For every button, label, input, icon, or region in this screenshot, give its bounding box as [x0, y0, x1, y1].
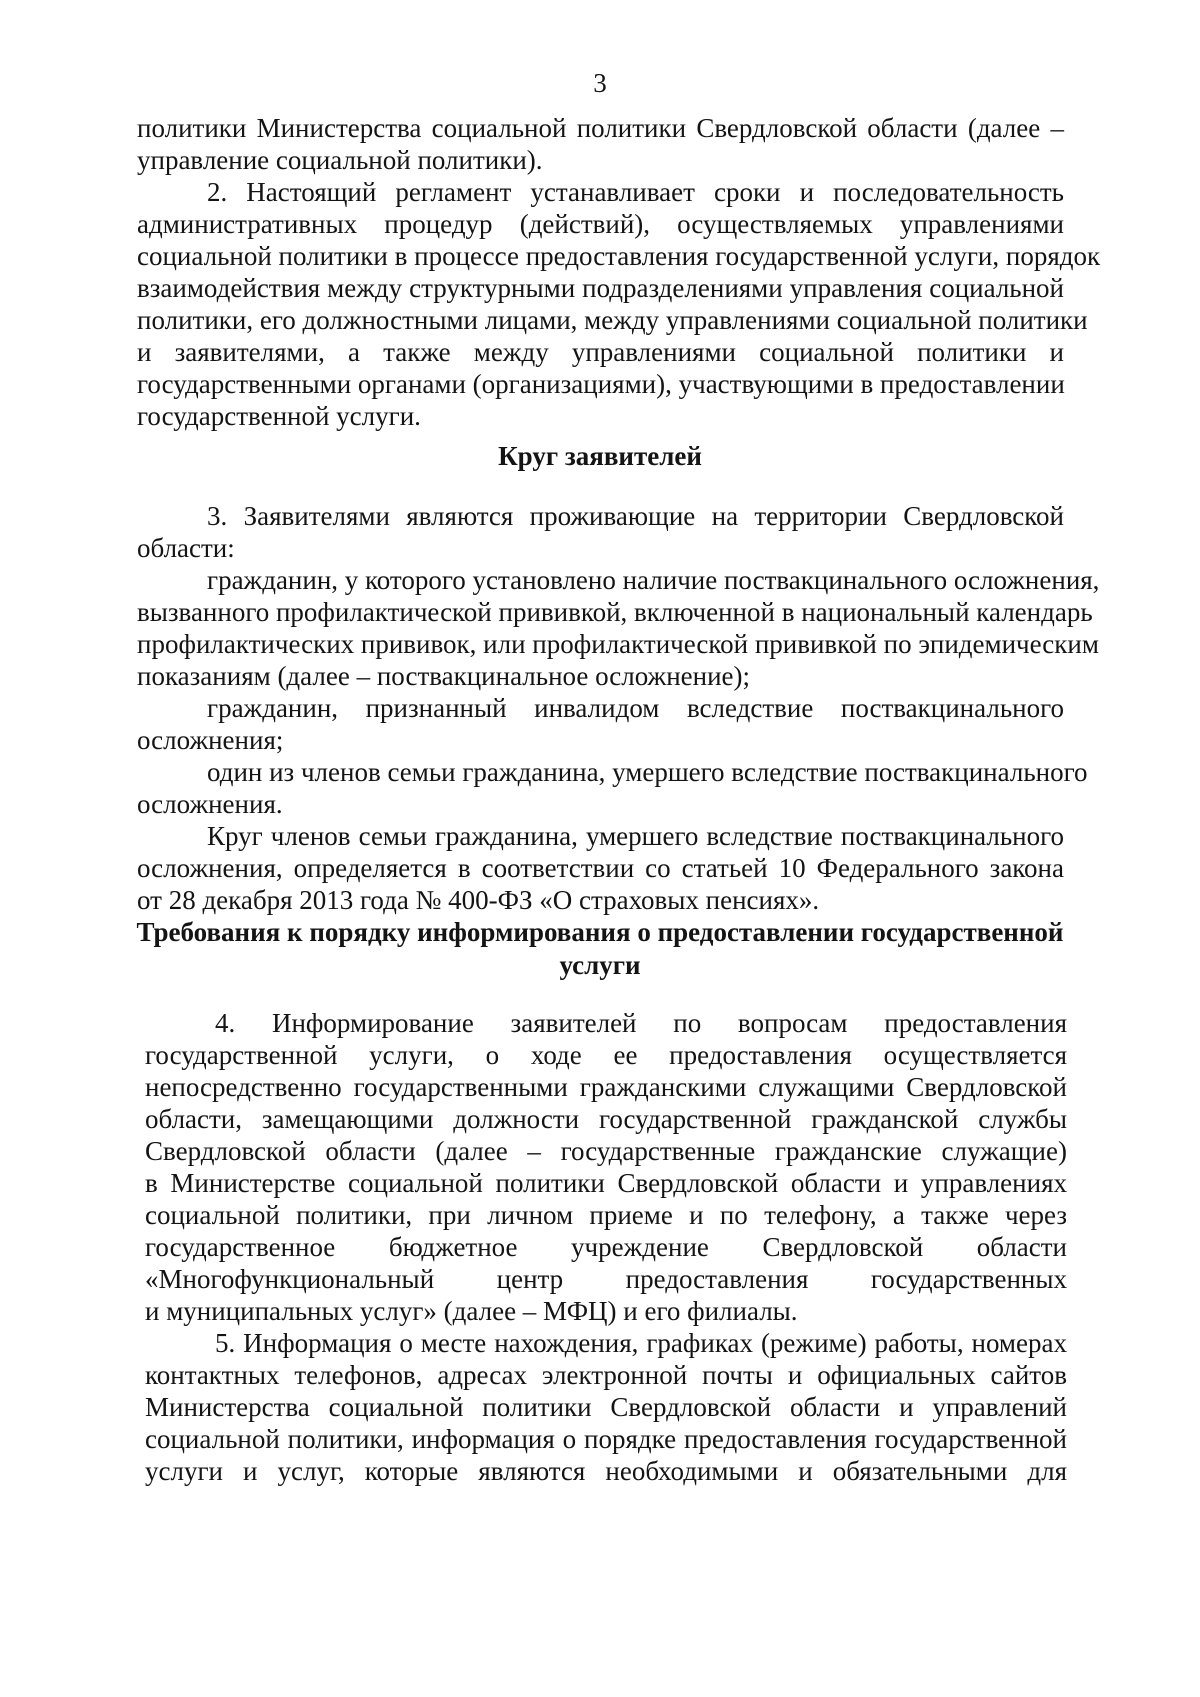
section-paragraphs-2: [137, 500, 1100, 916]
text-line: гражданин, признанный инвалидом вследствие поствакцинального: [207, 693, 1064, 723]
text-line: показаниям (далее – поствакцинальное осложнение);: [137, 661, 751, 691]
section-heading: [0, 916, 1200, 982]
heading-line: услуги: [559, 950, 641, 980]
text-line: осложнения.: [137, 789, 283, 819]
text-line: государственными органами (организациями), участвующими в предоставлении: [137, 369, 1065, 399]
section-paragraphs-3: [145, 1007, 1067, 1487]
text-line: вызванного профилактической прививкой, включенной в национальный календарь: [137, 597, 1093, 627]
text-line: административных процедур (действий), осуществляемых управлениями: [137, 209, 1064, 239]
text-line: Министерства социальной политики Свердловской области и управлений: [145, 1392, 1067, 1422]
text-line: взаимодействия между структурными подразделениями управления социальной: [137, 273, 1064, 303]
text-line: осложнения, определяется в соответствии со статьей 10 Федерального закона: [137, 853, 1064, 883]
text-line: осложнения;: [137, 725, 284, 755]
text-line: государственной услуги.: [137, 401, 421, 431]
text-line: государственное бюджетное учреждение Свердловской области: [145, 1232, 1067, 1262]
text-line: профилактических прививок, или профилактической прививкой по эпидемическим: [137, 629, 1099, 659]
text-line: социальной политики, информация о порядке предоставления государственной: [145, 1424, 1067, 1454]
text-line: от 28 декабря 2013 года № 400-ФЗ «О страховых пенсиях».: [137, 885, 820, 915]
text-line: и муниципальных услуг» (далее – МФЦ) и его филиалы.: [145, 1296, 798, 1326]
text-line: услуги и услуг, которые являются необходимыми и обязательными для: [145, 1456, 1067, 1486]
text-line: Свердловской области (далее – государственные гражданские служащие): [145, 1136, 1067, 1166]
text-line: 2. Настоящий регламент устанавливает сроки и последовательность: [207, 177, 1064, 207]
text-line: области:: [137, 533, 235, 563]
text-line: государственной услуги, о ходе ее предоставления осуществляется: [145, 1040, 1067, 1070]
text-line: контактных телефонов, адресах электронной почты и официальных сайтов: [145, 1360, 1067, 1390]
text-line: 3. Заявителями являются проживающие на территории Свердловской: [207, 501, 1064, 531]
heading-line: Требования к порядку информирования о предоставлении государственной: [136, 917, 1064, 947]
text-line: один из членов семьи гражданина, умершего вследствие поствакцинального: [207, 757, 1088, 787]
text-line: непосредственно государственными гражданскими служащими Свердловской: [145, 1072, 1067, 1102]
text-line: в Министерстве социальной политики Свердловской области и управлениях: [145, 1168, 1067, 1198]
section-paragraphs-1: [137, 112, 1101, 432]
text-line: социальной политики, при личном приеме и по телефону, а также через: [145, 1200, 1067, 1230]
section-heading: [0, 440, 1200, 473]
text-line: социальной политики в процессе предоставления государственной услуги, порядок: [137, 241, 1101, 271]
text-line: 4. Информирование заявителей по вопросам предоставления: [215, 1008, 1067, 1038]
page-number: 3: [593, 68, 607, 98]
text-line: области, замещающими должности государственной гражданской службы: [145, 1104, 1067, 1134]
text-line: гражданин, у которого установлено наличие поствакцинального осложнения,: [207, 565, 1100, 595]
text-line: Круг членов семьи гражданина, умершего вследствие поствакцинального: [207, 821, 1064, 851]
text-line: и заявителями, а также между управлениями социальной политики и: [137, 337, 1064, 367]
text-line: политики Министерства социальной политики Свердловской области (далее –: [137, 113, 1064, 143]
heading-line: Круг заявителей: [498, 441, 702, 471]
text-line: политики, его должностными лицами, между управлениями социальной политики: [137, 305, 1088, 335]
text-line: «Многофункциональный центр предоставления государственных: [145, 1264, 1067, 1294]
text-line: управление социальной политики).: [137, 145, 543, 175]
text-line: 5. Информация о месте нахождения, графиках (режиме) работы, номерах: [215, 1328, 1067, 1358]
